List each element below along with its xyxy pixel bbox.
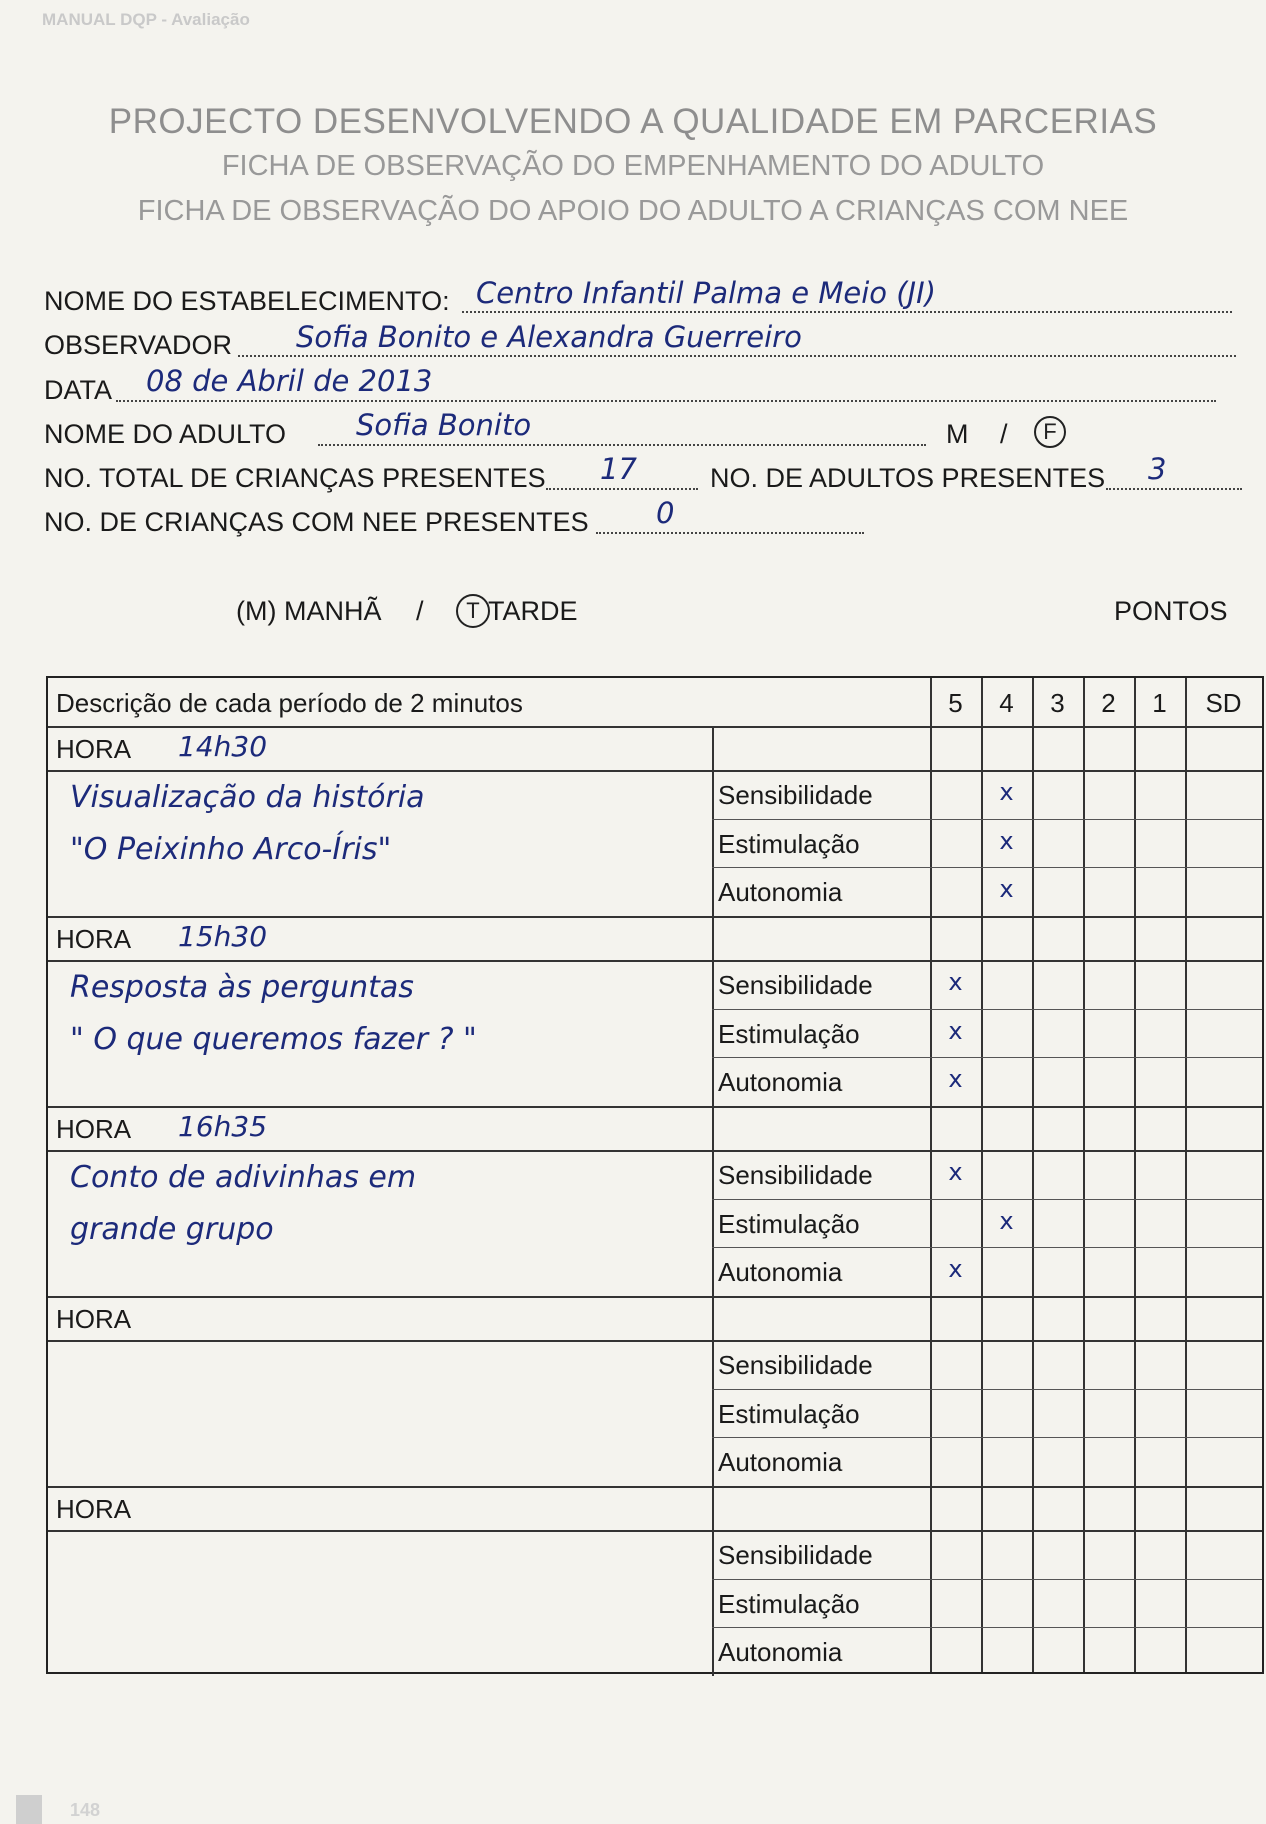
footer-page-marker: [16, 1795, 42, 1824]
desc-category-divider: [712, 1106, 714, 1296]
date-value[interactable]: 08 de Abril de 2013: [146, 364, 433, 398]
category-sensibilidade: Sensibilidade: [718, 1350, 873, 1380]
adult-name-value[interactable]: Sofia Bonito: [356, 408, 532, 442]
table-desc-header: Descrição de cada período de 2 minutos: [56, 688, 523, 718]
period-separator: /: [416, 596, 424, 626]
score-mark[interactable]: x: [948, 968, 963, 996]
children-total-value[interactable]: 17: [600, 452, 637, 486]
nee-children-label: NO. DE CRIANÇAS COM NEE PRESENTES: [44, 507, 589, 537]
running-header: MANUAL DQP - Avaliação: [42, 10, 250, 29]
form-title: PROJECTO DESENVOLVENDO A QUALIDADE EM PARCERIAS: [108, 102, 1158, 141]
sex-f-circled[interactable]: [1034, 416, 1066, 448]
category-row-divider: [712, 1627, 1262, 1628]
score-header: 4: [999, 688, 1014, 718]
category-estimulacao: Estimulação: [718, 1208, 860, 1239]
sex-f: F: [1034, 416, 1066, 448]
category-sensibilidade: Sensibilidade: [718, 1160, 873, 1190]
desc-category-divider: [712, 726, 714, 916]
establishment-line: [462, 311, 1232, 313]
desc-category-divider: [712, 916, 714, 1106]
hora-row-divider: [48, 960, 1262, 962]
score-header: SD: [1205, 688, 1242, 718]
observation-table: [46, 676, 1264, 1674]
score-mark[interactable]: x: [999, 778, 1014, 806]
category-autonomia: Autonomia: [718, 1257, 843, 1288]
period-afternoon: TARDE: [488, 596, 578, 626]
category-sensibilidade: Sensibilidade: [718, 1540, 873, 1570]
establishment-label: NOME DO ESTABELECIMENTO:: [44, 286, 450, 316]
score-header: 2: [1101, 688, 1116, 718]
adults-present-label: NO. DE ADULTOS PRESENTES: [710, 463, 1106, 493]
hora-label: HORA: [56, 1114, 132, 1144]
children-total-label: NO. TOTAL DE CRIANÇAS PRESENTES: [44, 463, 546, 493]
score-mark[interactable]: x: [999, 875, 1014, 904]
activity-description-line1[interactable]: Resposta às perguntas: [70, 970, 414, 1005]
score-mark[interactable]: x: [948, 1016, 963, 1045]
period-afternoon-mark-wrap[interactable]: [456, 594, 490, 628]
score-column-divider: [1032, 678, 1034, 1672]
hora-row-divider: [48, 1530, 1262, 1532]
score-header: 1: [1152, 688, 1167, 718]
category-estimulacao: Estimulação: [718, 1018, 860, 1049]
hora-label: HORA: [56, 734, 132, 764]
category-row-divider: [712, 867, 1262, 868]
adults-present-line: [1106, 488, 1242, 490]
hora-label: HORA: [56, 924, 132, 954]
category-autonomia: Autonomia: [718, 877, 843, 908]
hora-label: HORA: [56, 1304, 132, 1334]
children-total-line: [546, 488, 698, 490]
category-sensibilidade: Sensibilidade: [718, 970, 873, 1000]
score-mark[interactable]: x: [999, 1206, 1014, 1235]
observer-label: OBSERVADOR: [44, 330, 233, 360]
date-label: DATA: [44, 375, 113, 405]
score-mark[interactable]: x: [999, 826, 1014, 855]
observer-line: [238, 355, 1236, 357]
form-subtitle-2: FICHA DE OBSERVAÇÃO DO APOIO DO ADULTO A CRIANÇAS COM NEE: [137, 195, 1129, 227]
nee-children-value[interactable]: 0: [656, 496, 675, 530]
block-divider: [48, 1486, 1262, 1488]
activity-description-line2[interactable]: "O Peixinho Arco-Íris": [70, 832, 392, 867]
score-header: 3: [1050, 688, 1065, 718]
category-row-divider: [712, 1579, 1262, 1580]
activity-description-line2[interactable]: " O que queremos fazer ? ": [70, 1022, 477, 1057]
hora-label: HORA: [56, 1494, 132, 1524]
category-estimulacao: Estimulação: [718, 1398, 860, 1429]
nee-children-line: [596, 532, 864, 534]
form-subtitle-1: FICHA DE OBSERVAÇÃO DO EMPENHAMENTO DO ADULTO: [221, 150, 1045, 182]
observer-value[interactable]: Sofia Bonito e Alexandra Guerreiro: [296, 320, 802, 354]
hora-row-divider: [48, 1340, 1262, 1342]
points-label: PONTOS: [1114, 596, 1228, 626]
score-mark[interactable]: x: [948, 1158, 963, 1186]
category-row-divider: [712, 819, 1262, 820]
category-autonomia: Autonomia: [718, 1637, 843, 1668]
adult-name-label: NOME DO ADULTO: [44, 419, 287, 449]
score-column-divider: [1134, 678, 1136, 1672]
category-row-divider: [712, 1199, 1262, 1200]
score-mark[interactable]: x: [948, 1255, 963, 1284]
score-mark[interactable]: x: [948, 1065, 963, 1094]
activity-description-line2[interactable]: grande grupo: [70, 1212, 274, 1247]
block-divider: [48, 916, 1262, 918]
category-autonomia: Autonomia: [718, 1067, 843, 1098]
table-header-divider: [48, 726, 1262, 728]
category-autonomia: Autonomia: [718, 1447, 843, 1478]
establishment-value[interactable]: Centro Infantil Palma e Meio (JI): [476, 276, 936, 310]
desc-category-divider: [712, 1486, 714, 1676]
hora-time-value[interactable]: 14h30: [178, 730, 268, 763]
date-line: [116, 400, 1216, 402]
block-divider: [48, 1296, 1262, 1298]
category-row-divider: [712, 1057, 1262, 1058]
period-morning[interactable]: (M) MANHÃ: [236, 596, 382, 626]
desc-category-divider: [712, 1296, 714, 1486]
page-number: 148: [70, 1800, 101, 1820]
hora-time-value[interactable]: 15h30: [178, 920, 268, 953]
category-row-divider: [712, 1437, 1262, 1438]
activity-description-line1[interactable]: Visualização da história: [70, 780, 425, 815]
category-estimulacao: Estimulação: [718, 1588, 860, 1619]
sex-m[interactable]: M: [946, 419, 969, 449]
hora-row-divider: [48, 770, 1262, 772]
block-divider: [48, 1106, 1262, 1108]
hora-row-divider: [48, 1150, 1262, 1152]
activity-description-line1[interactable]: Conto de adivinhas em: [70, 1160, 417, 1195]
sex-separator: /: [1000, 419, 1008, 449]
category-row-divider: [712, 1009, 1262, 1010]
adults-present-value[interactable]: 3: [1148, 452, 1167, 486]
period-afternoon-mark: T: [456, 594, 490, 628]
category-sensibilidade: Sensibilidade: [718, 780, 873, 810]
score-column-divider: [1185, 678, 1187, 1672]
adult-name-line: [318, 444, 926, 446]
category-row-divider: [712, 1389, 1262, 1390]
score-column-divider: [1083, 678, 1085, 1672]
score-header: 5: [948, 688, 963, 718]
hora-time-value[interactable]: 16h35: [178, 1110, 268, 1143]
category-estimulacao: Estimulação: [718, 828, 860, 859]
category-row-divider: [712, 1247, 1262, 1248]
